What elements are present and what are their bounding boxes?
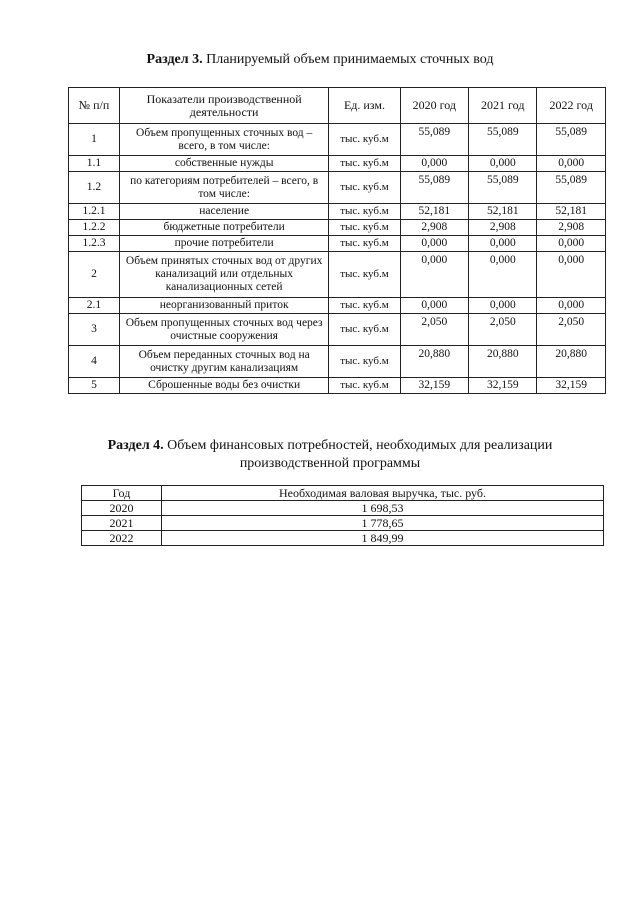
- section-3-title: [0, 51, 640, 69]
- row-num: 5: [69, 378, 120, 394]
- row-2021: 52,181: [469, 204, 537, 220]
- row-2020: 0,000: [400, 236, 468, 252]
- row-2021: 0,000: [469, 156, 537, 172]
- row-unit: тыс. куб.м: [329, 378, 400, 394]
- table-header-row: [82, 486, 604, 501]
- financial-needs-table: [81, 485, 604, 546]
- row-2021: 2,908: [469, 220, 537, 236]
- table-row: [69, 220, 606, 236]
- row-2022: 55,089: [537, 172, 606, 204]
- table-row: [69, 204, 606, 220]
- row-name: население: [119, 204, 328, 220]
- row-unit: тыс. куб.м: [329, 124, 400, 156]
- row-2020: 32,159: [400, 378, 468, 394]
- table-header-row: [69, 88, 606, 124]
- row-2022: 2,050: [537, 314, 606, 346]
- row-year: 2020: [82, 501, 162, 516]
- row-unit: тыс. куб.м: [329, 156, 400, 172]
- row-name: бюджетные потребители: [119, 220, 328, 236]
- row-2020: 55,089: [400, 124, 468, 156]
- row-num: 2: [69, 252, 120, 298]
- row-2022: 20,880: [537, 346, 606, 378]
- row-num: 1.1: [69, 156, 120, 172]
- row-2021: 0,000: [469, 298, 537, 314]
- row-year: 2022: [82, 531, 162, 546]
- row-2022: 0,000: [537, 298, 606, 314]
- row-num: 3: [69, 314, 120, 346]
- row-name: Объем пропущенных сточных вод через очистные сооружения: [119, 314, 328, 346]
- header-name: Показатели производственной деятельности: [119, 88, 328, 124]
- table-row: [69, 124, 606, 156]
- row-unit: тыс. куб.м: [329, 204, 400, 220]
- row-2020: 0,000: [400, 156, 468, 172]
- row-2020: 52,181: [400, 204, 468, 220]
- row-revenue: 1 698,53: [162, 501, 604, 516]
- row-2021: 55,089: [469, 124, 537, 156]
- row-unit: тыс. куб.м: [329, 236, 400, 252]
- row-num: 2.1: [69, 298, 120, 314]
- section-3-heading: Планируемый объем принимаемых сточных вод: [206, 52, 494, 67]
- row-year: 2021: [82, 516, 162, 531]
- header-2021: 2021 год: [469, 88, 537, 124]
- row-unit: тыс. куб.м: [329, 314, 400, 346]
- table-row: [69, 156, 606, 172]
- row-name: собственные нужды: [119, 156, 328, 172]
- table-row: [69, 314, 606, 346]
- row-2021: 0,000: [469, 252, 537, 298]
- row-2022: 55,089: [537, 124, 606, 156]
- row-2020: 0,000: [400, 252, 468, 298]
- row-2020: 2,908: [400, 220, 468, 236]
- row-2021: 55,089: [469, 172, 537, 204]
- header-year: Год: [82, 486, 162, 501]
- table-row: [82, 531, 604, 546]
- row-name: Сброшенные воды без очистки: [119, 378, 328, 394]
- table-row: [82, 501, 604, 516]
- row-2020: 55,089: [400, 172, 468, 204]
- row-2020: 0,000: [400, 298, 468, 314]
- row-2021: 32,159: [469, 378, 537, 394]
- table-row: [69, 236, 606, 252]
- row-name: Объем пропущенных сточных вод – всего, в том числе:: [119, 124, 328, 156]
- row-2022: 0,000: [537, 236, 606, 252]
- row-name: по категориям потребителей – всего, в том числе:: [119, 172, 328, 204]
- table-row: [82, 516, 604, 531]
- row-name: неорганизованный приток: [119, 298, 328, 314]
- header-2020: 2020 год: [400, 88, 468, 124]
- table-row: [69, 172, 606, 204]
- row-unit: тыс. куб.м: [329, 298, 400, 314]
- row-unit: тыс. куб.м: [329, 220, 400, 236]
- row-num: 1.2: [69, 172, 120, 204]
- row-num: 4: [69, 346, 120, 378]
- row-name: Объем переданных сточных вод на очистку другим канализациям: [119, 346, 328, 378]
- header-2022: 2022 год: [537, 88, 606, 124]
- row-2022: 0,000: [537, 156, 606, 172]
- row-2022: 0,000: [537, 252, 606, 298]
- row-num: 1: [69, 124, 120, 156]
- row-num: 1.2.2: [69, 220, 120, 236]
- table-row: [69, 252, 606, 298]
- row-2021: 2,050: [469, 314, 537, 346]
- row-unit: тыс. куб.м: [329, 252, 400, 298]
- row-2021: 0,000: [469, 236, 537, 252]
- row-unit: тыс. куб.м: [329, 172, 400, 204]
- section-4-label: Раздел 4.: [107, 438, 164, 453]
- row-2022: 52,181: [537, 204, 606, 220]
- row-name: прочие потребители: [119, 236, 328, 252]
- row-2022: 32,159: [537, 378, 606, 394]
- row-num: 1.2.3: [69, 236, 120, 252]
- section-4-heading: Объем финансовых потребностей, необходимых для реализации производственной программы: [167, 438, 553, 471]
- row-2021: 20,880: [469, 346, 537, 378]
- header-unit: Ед. изм.: [329, 88, 400, 124]
- row-num: 1.2.1: [69, 204, 120, 220]
- row-name: Объем принятых сточных вод от других канализаций или отдельных канализационных сетей: [119, 252, 328, 298]
- table-row: [69, 378, 606, 394]
- row-revenue: 1 849,99: [162, 531, 604, 546]
- section-3-label: Раздел 3.: [146, 52, 203, 67]
- wastewater-volume-table: [68, 87, 606, 394]
- header-num: № п/п: [69, 88, 120, 124]
- table-row: [69, 298, 606, 314]
- row-2022: 2,908: [537, 220, 606, 236]
- row-unit: тыс. куб.м: [329, 346, 400, 378]
- header-revenue: Необходимая валовая выручка, тыс. руб.: [162, 486, 604, 501]
- row-revenue: 1 778,65: [162, 516, 604, 531]
- table-row: [69, 346, 606, 378]
- row-2020: 20,880: [400, 346, 468, 378]
- section-4-title: [60, 437, 600, 473]
- row-2020: 2,050: [400, 314, 468, 346]
